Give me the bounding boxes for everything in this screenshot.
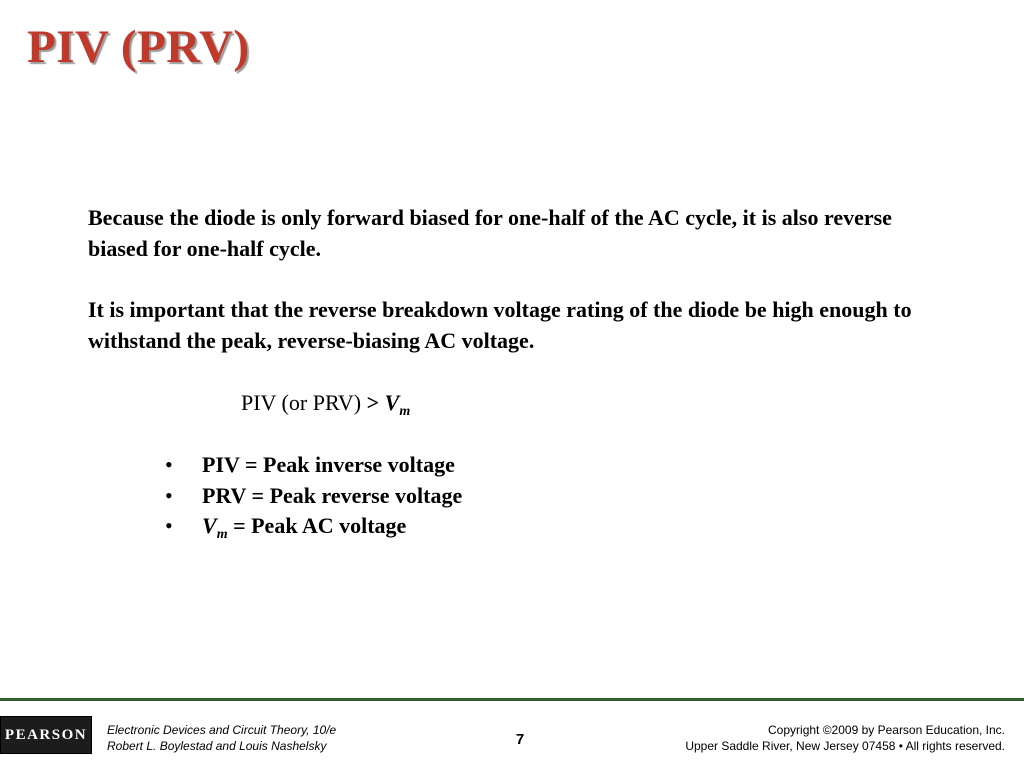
list-item-variable: V bbox=[202, 513, 217, 538]
list-item-subscript: m bbox=[216, 527, 228, 542]
book-title: Electronic Devices and Circuit Theory, 10/e bbox=[107, 723, 337, 737]
pearson-logo bbox=[0, 716, 92, 754]
list-item-text: = Peak AC voltage bbox=[227, 513, 407, 538]
definitions-list bbox=[165, 450, 462, 551]
formula-left: PIV (or PRV) bbox=[241, 390, 362, 415]
slide-body bbox=[88, 202, 918, 356]
logo-text: PEARSON bbox=[4, 726, 88, 743]
list-item-vm bbox=[165, 511, 462, 551]
bullet-icon: • bbox=[165, 452, 173, 477]
footer-book-info bbox=[107, 722, 336, 754]
list-item-prv bbox=[165, 481, 462, 512]
formula-variable: V bbox=[384, 390, 400, 415]
copyright-address: Upper Saddle River, New Jersey 07458 • All rights reserved. bbox=[685, 739, 1005, 753]
footer-copyright bbox=[685, 722, 1005, 754]
formula-subscript: m bbox=[399, 404, 411, 419]
paragraph-forward-reverse-bias: Because the diode is only forward biased for one-half of the AC cycle, it is also reverse biased for one-half cycle. bbox=[88, 205, 892, 261]
piv-formula bbox=[241, 387, 410, 427]
list-item-piv bbox=[165, 450, 462, 481]
paragraph-breakdown-rating: It is important that the reverse breakdown voltage rating of the diode be high enough to withstand the peak, reverse-biasing AC voltage. bbox=[88, 297, 912, 353]
footer-divider bbox=[0, 698, 1024, 701]
bullet-icon: • bbox=[165, 513, 173, 538]
page-number: 7 bbox=[515, 731, 525, 748]
bullet-icon: • bbox=[165, 482, 173, 508]
list-item-text: PRV = Peak reverse voltage bbox=[202, 482, 463, 508]
formula-operator: > bbox=[366, 390, 380, 415]
book-authors: Robert L. Boylestad and Louis Nashelsky bbox=[107, 739, 327, 753]
slide-title: PIV (PRV) bbox=[27, 21, 250, 73]
copyright-line: Copyright ©2009 by Pearson Education, Inc. bbox=[768, 723, 1005, 737]
list-item-text: PIV = Peak inverse voltage bbox=[202, 452, 455, 477]
